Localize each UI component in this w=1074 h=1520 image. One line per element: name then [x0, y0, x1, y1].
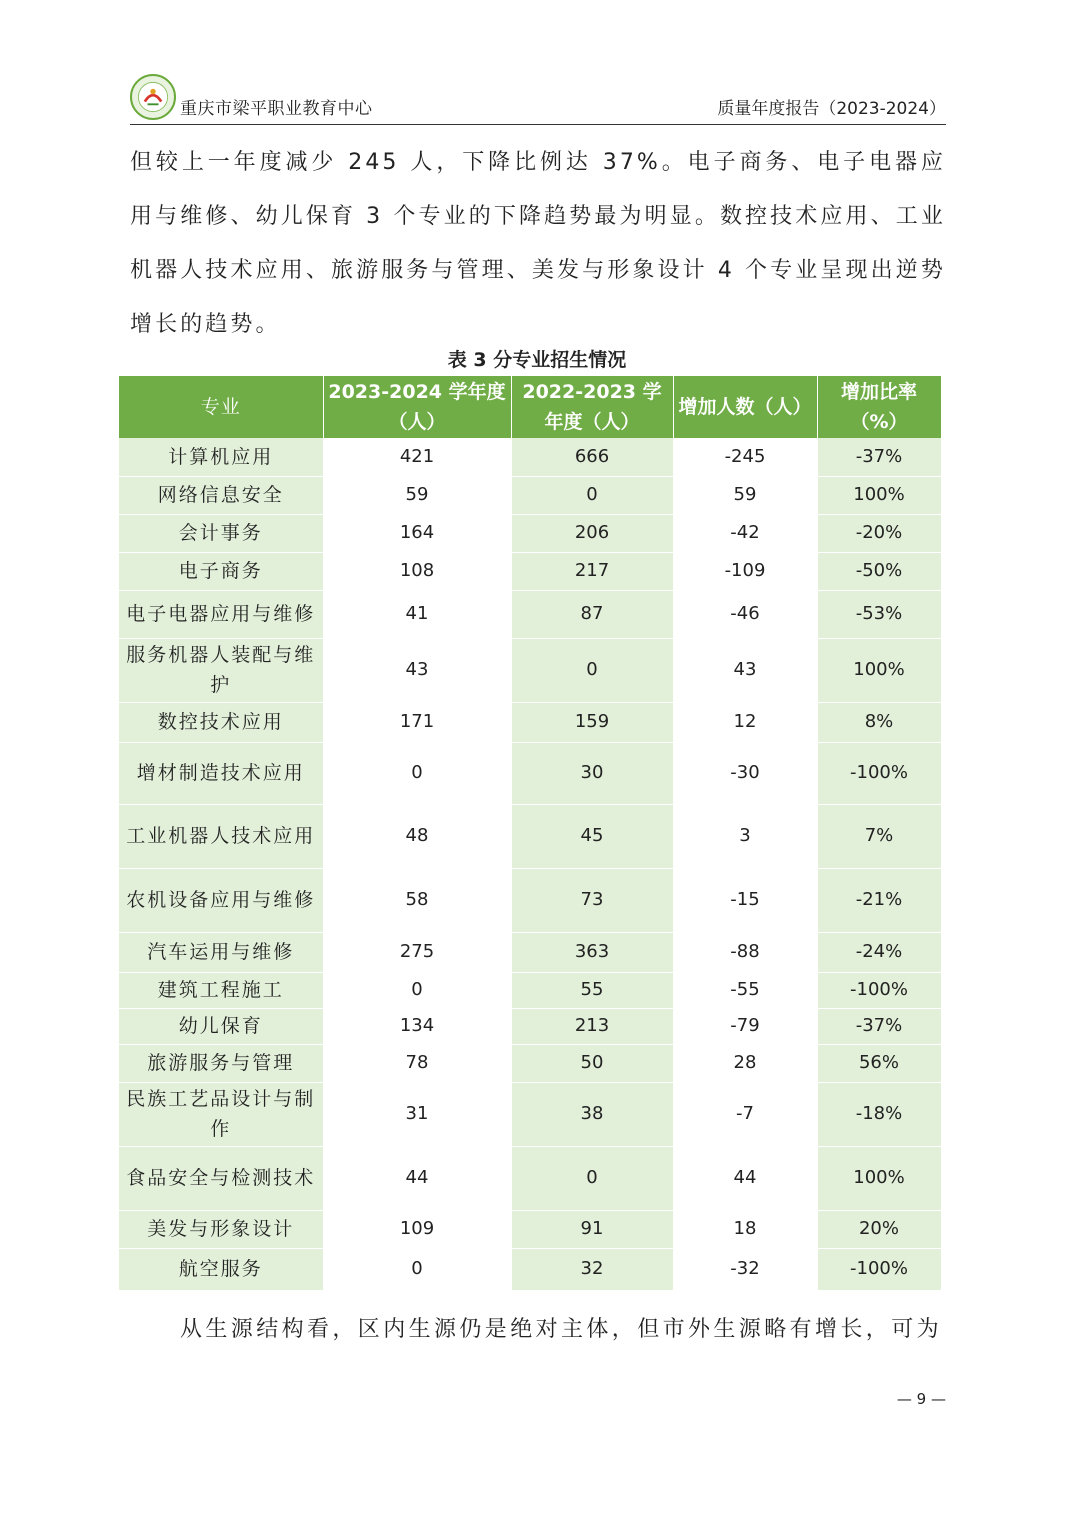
value-cell: -100%: [817, 1248, 941, 1290]
value-cell: 0: [323, 972, 511, 1008]
major-name-cell: 建筑工程施工: [119, 972, 323, 1008]
table-row: [119, 590, 941, 638]
table-header-row: [119, 376, 941, 438]
value-cell: 206: [511, 514, 673, 552]
value-cell: -32: [673, 1248, 817, 1290]
value-cell: -21%: [817, 868, 941, 932]
value-cell: 91: [511, 1210, 673, 1248]
major-name-cell: 食品安全与检测技术: [119, 1146, 323, 1210]
value-cell: -37%: [817, 438, 941, 476]
table-row: [119, 932, 941, 972]
value-cell: 7%: [817, 804, 941, 868]
value-cell: 100%: [817, 638, 941, 702]
major-name-cell: 航空服务: [119, 1248, 323, 1290]
value-cell: 159: [511, 702, 673, 742]
value-cell: 50: [511, 1044, 673, 1082]
value-cell: 78: [323, 1044, 511, 1082]
school-logo: [130, 74, 176, 120]
value-cell: 171: [323, 702, 511, 742]
body-paragraph-source: 从生源结构看，区内生源仍是绝对主体，但市外生源略有增长，可为: [180, 1317, 943, 1342]
value-cell: 43: [673, 638, 817, 702]
value-cell: 108: [323, 552, 511, 590]
major-name-cell: 服务机器人装配与维护: [119, 638, 323, 702]
value-cell: 48: [323, 804, 511, 868]
table-row: [119, 638, 941, 702]
value-cell: 100%: [817, 476, 941, 514]
value-cell: 0: [323, 1248, 511, 1290]
value-cell: 28: [673, 1044, 817, 1082]
column-header: 增加人数（人）: [673, 376, 817, 438]
value-cell: -15: [673, 868, 817, 932]
table-row: [119, 1008, 941, 1044]
value-cell: 20%: [817, 1210, 941, 1248]
table-row: [119, 1248, 941, 1290]
table-row: [119, 868, 941, 932]
major-name-cell: 电子电器应用与维修: [119, 590, 323, 638]
value-cell: -24%: [817, 932, 941, 972]
report-title: 质量年度报告（2023-2024）: [717, 99, 946, 119]
value-cell: -79: [673, 1008, 817, 1044]
school-name: 重庆市梁平职业教育中心: [180, 99, 373, 119]
major-name-cell: 旅游服务与管理: [119, 1044, 323, 1082]
value-cell: 3: [673, 804, 817, 868]
column-header: 专业: [119, 376, 323, 438]
table-row: [119, 1146, 941, 1210]
value-cell: 55: [511, 972, 673, 1008]
value-cell: -20%: [817, 514, 941, 552]
value-cell: -88: [673, 932, 817, 972]
table-row: [119, 1210, 941, 1248]
value-cell: 363: [511, 932, 673, 972]
table-row: [119, 552, 941, 590]
column-header: 2023-2024 学年度（人）: [323, 376, 511, 438]
value-cell: 421: [323, 438, 511, 476]
value-cell: 58: [323, 868, 511, 932]
value-cell: 217: [511, 552, 673, 590]
table-row: [119, 514, 941, 552]
table-row: [119, 972, 941, 1008]
value-cell: 59: [323, 476, 511, 514]
major-name-cell: 美发与形象设计: [119, 1210, 323, 1248]
value-cell: 0: [323, 742, 511, 804]
value-cell: -50%: [817, 552, 941, 590]
value-cell: -7: [673, 1082, 817, 1146]
value-cell: 56%: [817, 1044, 941, 1082]
value-cell: 87: [511, 590, 673, 638]
value-cell: -42: [673, 514, 817, 552]
column-header: 2022-2023 学年度（人）: [511, 376, 673, 438]
value-cell: 44: [673, 1146, 817, 1210]
value-cell: 31: [323, 1082, 511, 1146]
value-cell: -46: [673, 590, 817, 638]
major-name-cell: 农机设备应用与维修: [119, 868, 323, 932]
value-cell: 41: [323, 590, 511, 638]
value-cell: -55: [673, 972, 817, 1008]
value-cell: 213: [511, 1008, 673, 1044]
value-cell: 59: [673, 476, 817, 514]
major-name-cell: 幼儿保育: [119, 1008, 323, 1044]
value-cell: -18%: [817, 1082, 941, 1146]
value-cell: 12: [673, 702, 817, 742]
value-cell: 8%: [817, 702, 941, 742]
table-row: [119, 1082, 941, 1146]
value-cell: 30: [511, 742, 673, 804]
value-cell: 100%: [817, 1146, 941, 1210]
value-cell: 44: [323, 1146, 511, 1210]
page-number: — 9 —: [896, 1390, 946, 1408]
enrollment-table: [119, 376, 942, 1291]
major-name-cell: 数控技术应用: [119, 702, 323, 742]
value-cell: 0: [511, 638, 673, 702]
value-cell: 164: [323, 514, 511, 552]
value-cell: 0: [511, 1146, 673, 1210]
column-header: 增加比率（%）: [817, 376, 941, 438]
value-cell: 43: [323, 638, 511, 702]
table-caption: 表 3 分专业招生情况: [447, 349, 627, 371]
value-cell: 109: [323, 1210, 511, 1248]
major-name-cell: 汽车运用与维修: [119, 932, 323, 972]
table-row: [119, 1044, 941, 1082]
table-row: [119, 702, 941, 742]
value-cell: 0: [511, 476, 673, 514]
value-cell: 45: [511, 804, 673, 868]
major-name-cell: 会计事务: [119, 514, 323, 552]
value-cell: 18: [673, 1210, 817, 1248]
table-row: [119, 742, 941, 804]
table-row: [119, 438, 941, 476]
major-name-cell: 计算机应用: [119, 438, 323, 476]
table-row: [119, 804, 941, 868]
value-cell: -30: [673, 742, 817, 804]
value-cell: 38: [511, 1082, 673, 1146]
body-paragraph-intro: 但较上一年度减少 245 人，下降比例达 37%。电子商务、电子电器应用与维修、幼儿保育 3 个专业的下降趋势最为明显。数控技术应用、工业机器人技术应用、旅游服务与管理、美发与形象设计 4 个专业呈现出逆势增长的趋势。: [130, 150, 946, 337]
major-name-cell: 电子商务: [119, 552, 323, 590]
value-cell: -100%: [817, 972, 941, 1008]
value-cell: 134: [323, 1008, 511, 1044]
value-cell: 275: [323, 932, 511, 972]
table-row: [119, 476, 941, 514]
major-name-cell: 增材制造技术应用: [119, 742, 323, 804]
value-cell: -37%: [817, 1008, 941, 1044]
major-name-cell: 网络信息安全: [119, 476, 323, 514]
value-cell: 32: [511, 1248, 673, 1290]
page-header: [130, 72, 946, 125]
value-cell: 666: [511, 438, 673, 476]
major-name-cell: 工业机器人技术应用: [119, 804, 323, 868]
value-cell: -53%: [817, 590, 941, 638]
value-cell: -245: [673, 438, 817, 476]
major-name-cell: 民族工艺品设计与制作: [119, 1082, 323, 1146]
value-cell: -100%: [817, 742, 941, 804]
value-cell: 73: [511, 868, 673, 932]
value-cell: -109: [673, 552, 817, 590]
